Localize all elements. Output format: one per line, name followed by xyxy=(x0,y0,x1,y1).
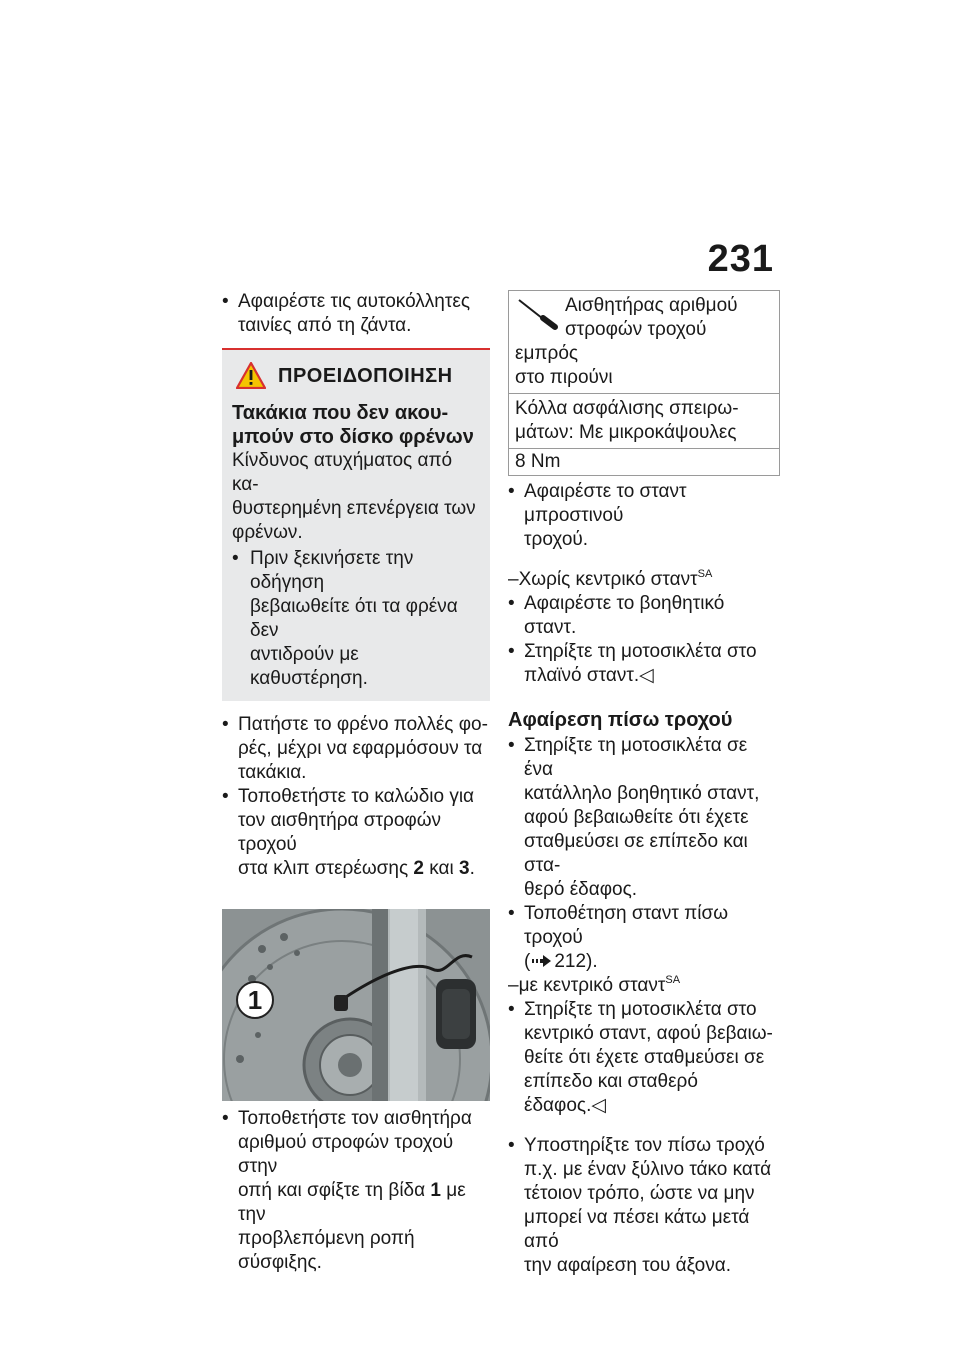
table-row xyxy=(509,449,780,476)
end-mark-icon: ◁ xyxy=(639,665,654,686)
bullet-side-stand: • Στηρίξτε τη μοτοσικλέτα στο πλαϊνό σταντ.◁ xyxy=(508,641,757,686)
bullet-press-brake: • Πατήστε το φρένο πολλές φο- ρές, μέχρι να εφαρμόσουν τα τακάκια. xyxy=(222,714,488,783)
bullet-icon: • xyxy=(222,1108,229,1129)
page-number: 231 xyxy=(707,238,774,280)
torque-value: 8 Nm xyxy=(509,449,780,476)
reference-number: 3 xyxy=(459,858,470,879)
bullet-icon: • xyxy=(222,291,229,312)
condition-without-center-stand: –Χωρίς κεντρικό σταντ$^{SA}$ xyxy=(508,568,713,590)
warning-subtitle: Τακάκια που δεν ακου- μπούν στο δίσκο φρένων xyxy=(232,402,474,448)
bullet-icon: • xyxy=(508,903,515,924)
bullet-remove-aux-stand: • Αφαιρέστε το βοηθητικό σταντ. xyxy=(508,593,725,638)
warning-body: Κίνδυνος ατυχήματος από κα- θυστερημένη επενέργεια των φρένων. xyxy=(232,450,476,543)
spec-cell: Κόλλα ασφάλισης σπειρω- μάτων: Με μικροκάψουλες xyxy=(509,394,780,449)
table-row xyxy=(509,291,780,394)
left-column xyxy=(222,290,490,1275)
wheel-sensor-photo xyxy=(222,909,490,1101)
bullet-support-aux-stand: • Στηρίξτε τη μοτοσικλέτα σε ένα κατάλληλο βοηθητικό σταντ, αφού βεβαιωθείτε ότι έχετε σταθμεύσει σε επίπεδο και στα- θερό έδαφος. xyxy=(508,735,760,900)
warning-title: ΠΡΟΕΙΔΟΠΟΙΗΣΗ xyxy=(278,364,453,387)
bullet-remove-front-stand: • Αφαιρέστε το σταντ μπροστινού τροχού. xyxy=(508,481,687,550)
sa-marker: SA xyxy=(697,568,713,580)
reference-number: 1 xyxy=(430,1180,441,1201)
torque-wrench-icon xyxy=(515,296,559,330)
reference-number: 2 xyxy=(413,858,424,879)
bullet-icon: • xyxy=(508,481,515,502)
bullet-icon: • xyxy=(232,548,239,569)
bullet-icon: • xyxy=(222,786,229,807)
bullet-icon: • xyxy=(508,593,515,614)
bullet-place-rear-stand: • Τοποθέτηση σταντ πίσω τροχού ( 212). xyxy=(508,903,729,972)
warning-box xyxy=(222,348,490,701)
bullet-place-cable: • Τοποθετήστε το καλώδιο για τον αισθητήρα στροφών τροχού στα κλιπ στερέωσης 2 και 3. xyxy=(222,786,475,879)
warning-triangle-icon xyxy=(236,362,266,389)
bullet-icon: • xyxy=(508,999,515,1020)
bullet-icon: • xyxy=(508,641,515,662)
warning-bullet: • Πριν ξεκινήσετε την οδήγηση βεβαιωθείτε ότι τα φρένα δεν αντιδρούν με καθυστέρηση. xyxy=(232,548,458,689)
end-mark-icon: ◁ xyxy=(591,1095,606,1116)
bullet-icon: • xyxy=(222,714,229,735)
page-reference: 212). xyxy=(554,951,598,972)
bullet-center-stand: • Στηρίξτε τη μοτοσικλέτα στο κεντρικό σταντ, αφού βεβαιω- θείτε ότι έχετε σταθμεύσει σε επίπεδο και σταθερό έδαφος.◁ xyxy=(508,999,773,1116)
photo-callout-1: 1 xyxy=(236,981,274,1019)
bullet-remove-tape: • Αφαιρέστε τις αυτοκόλλητες ταινίες από τη ζάντα. xyxy=(222,291,470,336)
bullet-icon: • xyxy=(508,1135,515,1156)
spec-cell: Αισθητήρας αριθμού στροφών τροχού εμπρός στο πιρούνι xyxy=(509,291,780,394)
bullet-support-rear-wheel: • Υποστηρίξτε τον πίσω τροχό π.χ. με έναν ξύλινο τάκο κατά τέτοιον τρόπο, ώστε να μην μπορεί να πέσει κάτω μετά από την αφαίρεση του άξονα. xyxy=(508,1135,772,1276)
bullet-icon: • xyxy=(508,735,515,756)
condition-with-center-stand: –με κεντρικό σταντ$^{SA}$ xyxy=(508,974,681,996)
warning-header xyxy=(232,362,480,389)
section-title-rear-wheel: Αφαίρεση πίσω τροχού xyxy=(508,709,733,731)
torque-spec-table xyxy=(508,290,780,476)
sa-marker: SA xyxy=(665,974,681,986)
table-row xyxy=(509,394,780,449)
bullet-place-sensor: • Τοποθετήστε τον αισθητήρα αριθμού στροφών τροχού στην οπή και σφίξτε τη βίδα 1 με την προβλεπόμενη ροπή σύσφιξης. xyxy=(222,1108,472,1273)
right-column xyxy=(508,290,780,1278)
page-reference-arrow-icon xyxy=(532,954,552,968)
